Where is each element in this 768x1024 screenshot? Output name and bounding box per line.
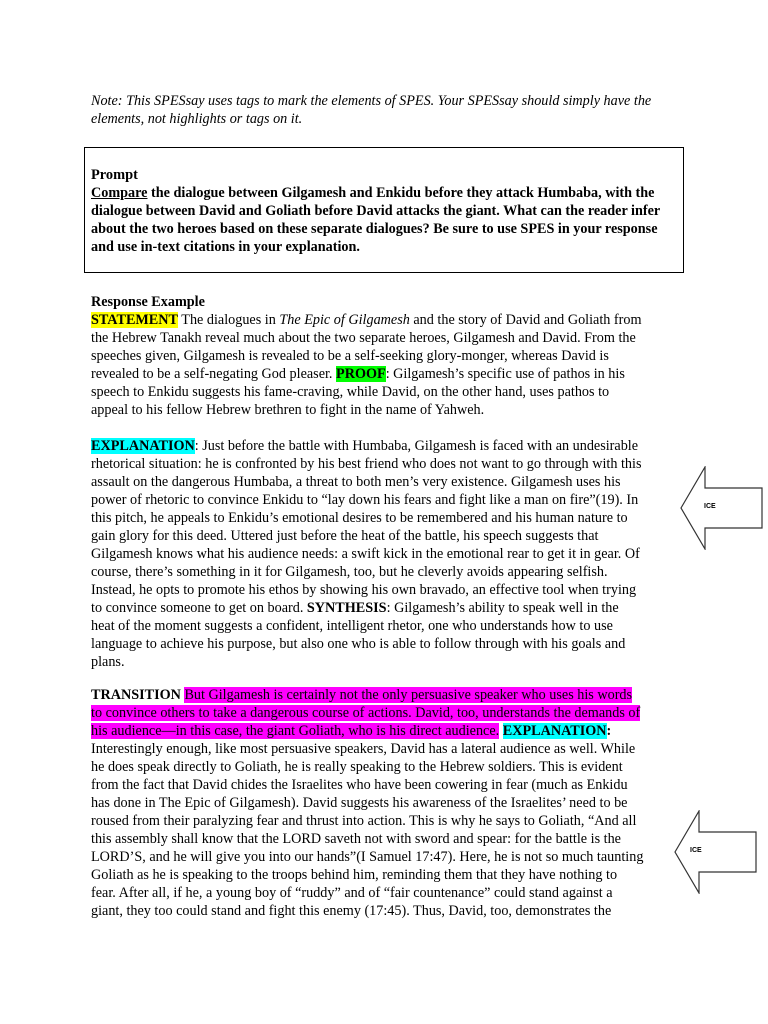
explanation-line-3: assault on the dangerous Humbaba, a threat to both men’s very existence. Gilgamesh uses his bbox=[91, 474, 621, 490]
statement-tag: STATEMENT bbox=[91, 312, 178, 328]
left-arrow-icon bbox=[680, 466, 764, 550]
statement-line-1 bbox=[91, 311, 681, 329]
ice-arrow-callout-2 bbox=[674, 810, 758, 894]
explanation-line-10 bbox=[91, 599, 681, 617]
statement-line-2: the Hebrew Tanakh reveal much about the two separate heroes, Gilgamesh and David. From the bbox=[91, 330, 636, 346]
ice-arrow-callout-1 bbox=[680, 466, 764, 550]
explanation-tag: EXPLANATION bbox=[502, 723, 607, 739]
text-span: : Gilgamesh’s ability to speak well in the bbox=[386, 600, 619, 616]
statement-line-3: speeches given, Gilgamesh is revealed to be a self-seeking glory-monger, whereas David is bbox=[91, 348, 609, 364]
transition-line-2 bbox=[91, 704, 681, 722]
response-title: Response Example bbox=[91, 294, 205, 310]
compare-word: Compare bbox=[91, 185, 148, 201]
explanation-line-2: rhetorical situation: he is confronted by his best friend who does not want to go through with this bbox=[91, 456, 642, 472]
explanation-line-5: this pitch, he appeals to Enkidu’s emotional desires to be remembered and his human nature to bbox=[91, 510, 628, 526]
transition-line-5: he does speak directly to Goliath, he is really speaking to the Hebrew soldiers. This is evident bbox=[91, 759, 623, 775]
text-span: : bbox=[606, 723, 612, 739]
transition-line-4: Interestingly enough, like most persuasive speakers, David has a lateral audience as well. While bbox=[91, 741, 636, 757]
text-span: revealed to be a self-negating God pleaser. bbox=[91, 366, 337, 382]
text-span: : Gilgamesh’s specific use of pathos in his bbox=[385, 366, 625, 382]
explanation-paragraph-1 bbox=[91, 437, 681, 671]
transition-tag: TRANSITION bbox=[91, 687, 181, 703]
ice-label: ICE bbox=[690, 847, 702, 854]
synthesis-tag: SYNTHESIS bbox=[306, 600, 387, 616]
prompt-title: Prompt bbox=[91, 167, 138, 183]
statement-line-4 bbox=[91, 365, 681, 383]
transition-line-12: fear. After all, if he, a young boy of “ruddy” and of “fair countenance” could stand against a bbox=[91, 885, 613, 901]
transition-line-6: from the fact that David chides the Israelites who have been cowering in fear (much as Enkidu bbox=[91, 777, 628, 793]
text-span: The dialogues in bbox=[177, 312, 280, 328]
transition-highlight: But Gilgamesh is certainly not the only persuasive speaker who uses his words bbox=[184, 687, 633, 703]
left-arrow-icon bbox=[674, 810, 758, 894]
text-span: and the story of David and Goliath from bbox=[409, 312, 642, 328]
statement-line-6: appeal to his fellow Hebrew brethren to fight in the name of Yahweh. bbox=[91, 402, 485, 418]
text-span: : Just before the battle with Humbaba, Gilgamesh is faced with an undesirable bbox=[194, 438, 639, 454]
explanation-line-13: plans. bbox=[91, 654, 125, 670]
transition-line-11: Goliath as he is speaking to the troops behind him, reminding them that they have nothing to bbox=[91, 867, 618, 883]
transition-highlight: his audience—in this case, the giant Goliath, who is his direct audience. bbox=[91, 723, 500, 739]
explanation-line-9: Instead, he opts to promote his ethos by showing his own bravado, an effective tool when trying bbox=[91, 582, 637, 598]
proof-tag: PROOF bbox=[336, 366, 386, 382]
transition-line-9: this assembly shall know that the LORD saveth not with sword and spear: for the battle is the bbox=[91, 831, 621, 847]
statement-line-5: speech to Enkidu suggests his fame-craving, while David, on the other hand, uses pathos to bbox=[91, 384, 610, 400]
explanation-line-11: heat of the moment suggests a confident, intelligent rhetor, one who understands how to use bbox=[91, 618, 613, 634]
transition-highlight: to convince others to take a dangerous course of actions. David, too, understands the demands of bbox=[91, 705, 641, 721]
transition-line-10: LORD’S, and he will give you into our hands”(I Samuel 17:47). Here, he is not so much taunting bbox=[91, 849, 644, 865]
transition-line-1 bbox=[91, 686, 681, 704]
response-section bbox=[91, 293, 681, 419]
explanation-line-7: Gilgamesh knows what his audience needs: a swift kick in the emotional rear to get it in gear. Of bbox=[91, 546, 640, 562]
epic-title: The Epic of Gilgamesh bbox=[279, 312, 410, 328]
transition-line-3 bbox=[91, 722, 681, 740]
explanation-line-8: course, there’s something in it for Gilgamesh, too, but he cleverly avoids appearing selfish. bbox=[91, 564, 608, 580]
prompt-text bbox=[91, 184, 677, 256]
prompt-body: the dialogue between Gilgamesh and Enkidu before they attack Humbaba, with the dialogue between David and Goliath before David attacks the giant. What can the reader infer about the two heroes based on these separate dialogues? Be sure to use SPES in your response and use in-text citations in your explanation. bbox=[91, 185, 660, 255]
transition-line-13: giant, they too could stand and fight this enemy (17:45). Thus, David, too, demonstrates the bbox=[91, 903, 612, 919]
transition-line-8: roused from their paralyzing fear and thrust into action. This is why he says to Goliath, “And all bbox=[91, 813, 637, 829]
explanation-line-12: language to achieve his purpose, but also one who is able to follow through with his goals and bbox=[91, 636, 626, 652]
text-span: to convince someone to get on board. bbox=[91, 600, 307, 616]
ice-label: ICE bbox=[704, 503, 716, 510]
prompt-box bbox=[84, 147, 684, 273]
explanation-line-1 bbox=[91, 437, 681, 455]
explanation-tag: EXPLANATION bbox=[91, 438, 195, 454]
transition-line-7: has done in The Epic of Gilgamesh). David suggests his awareness of the Israelites’ need to be bbox=[91, 795, 628, 811]
transition-paragraph bbox=[91, 686, 681, 920]
explanation-line-4: power of rhetoric to convince Enkidu to “lay down his fears and fight like a man on fire”(19). In bbox=[91, 492, 639, 508]
explanation-line-6: gain glory for this deed. Uttered just before the heat of the battle, his speech suggests that bbox=[91, 528, 599, 544]
instruction-note: Note: This SPESsay uses tags to mark the elements of SPES. Your SPESsay should simply have the elements, not highlights or tags on it. bbox=[91, 93, 652, 127]
